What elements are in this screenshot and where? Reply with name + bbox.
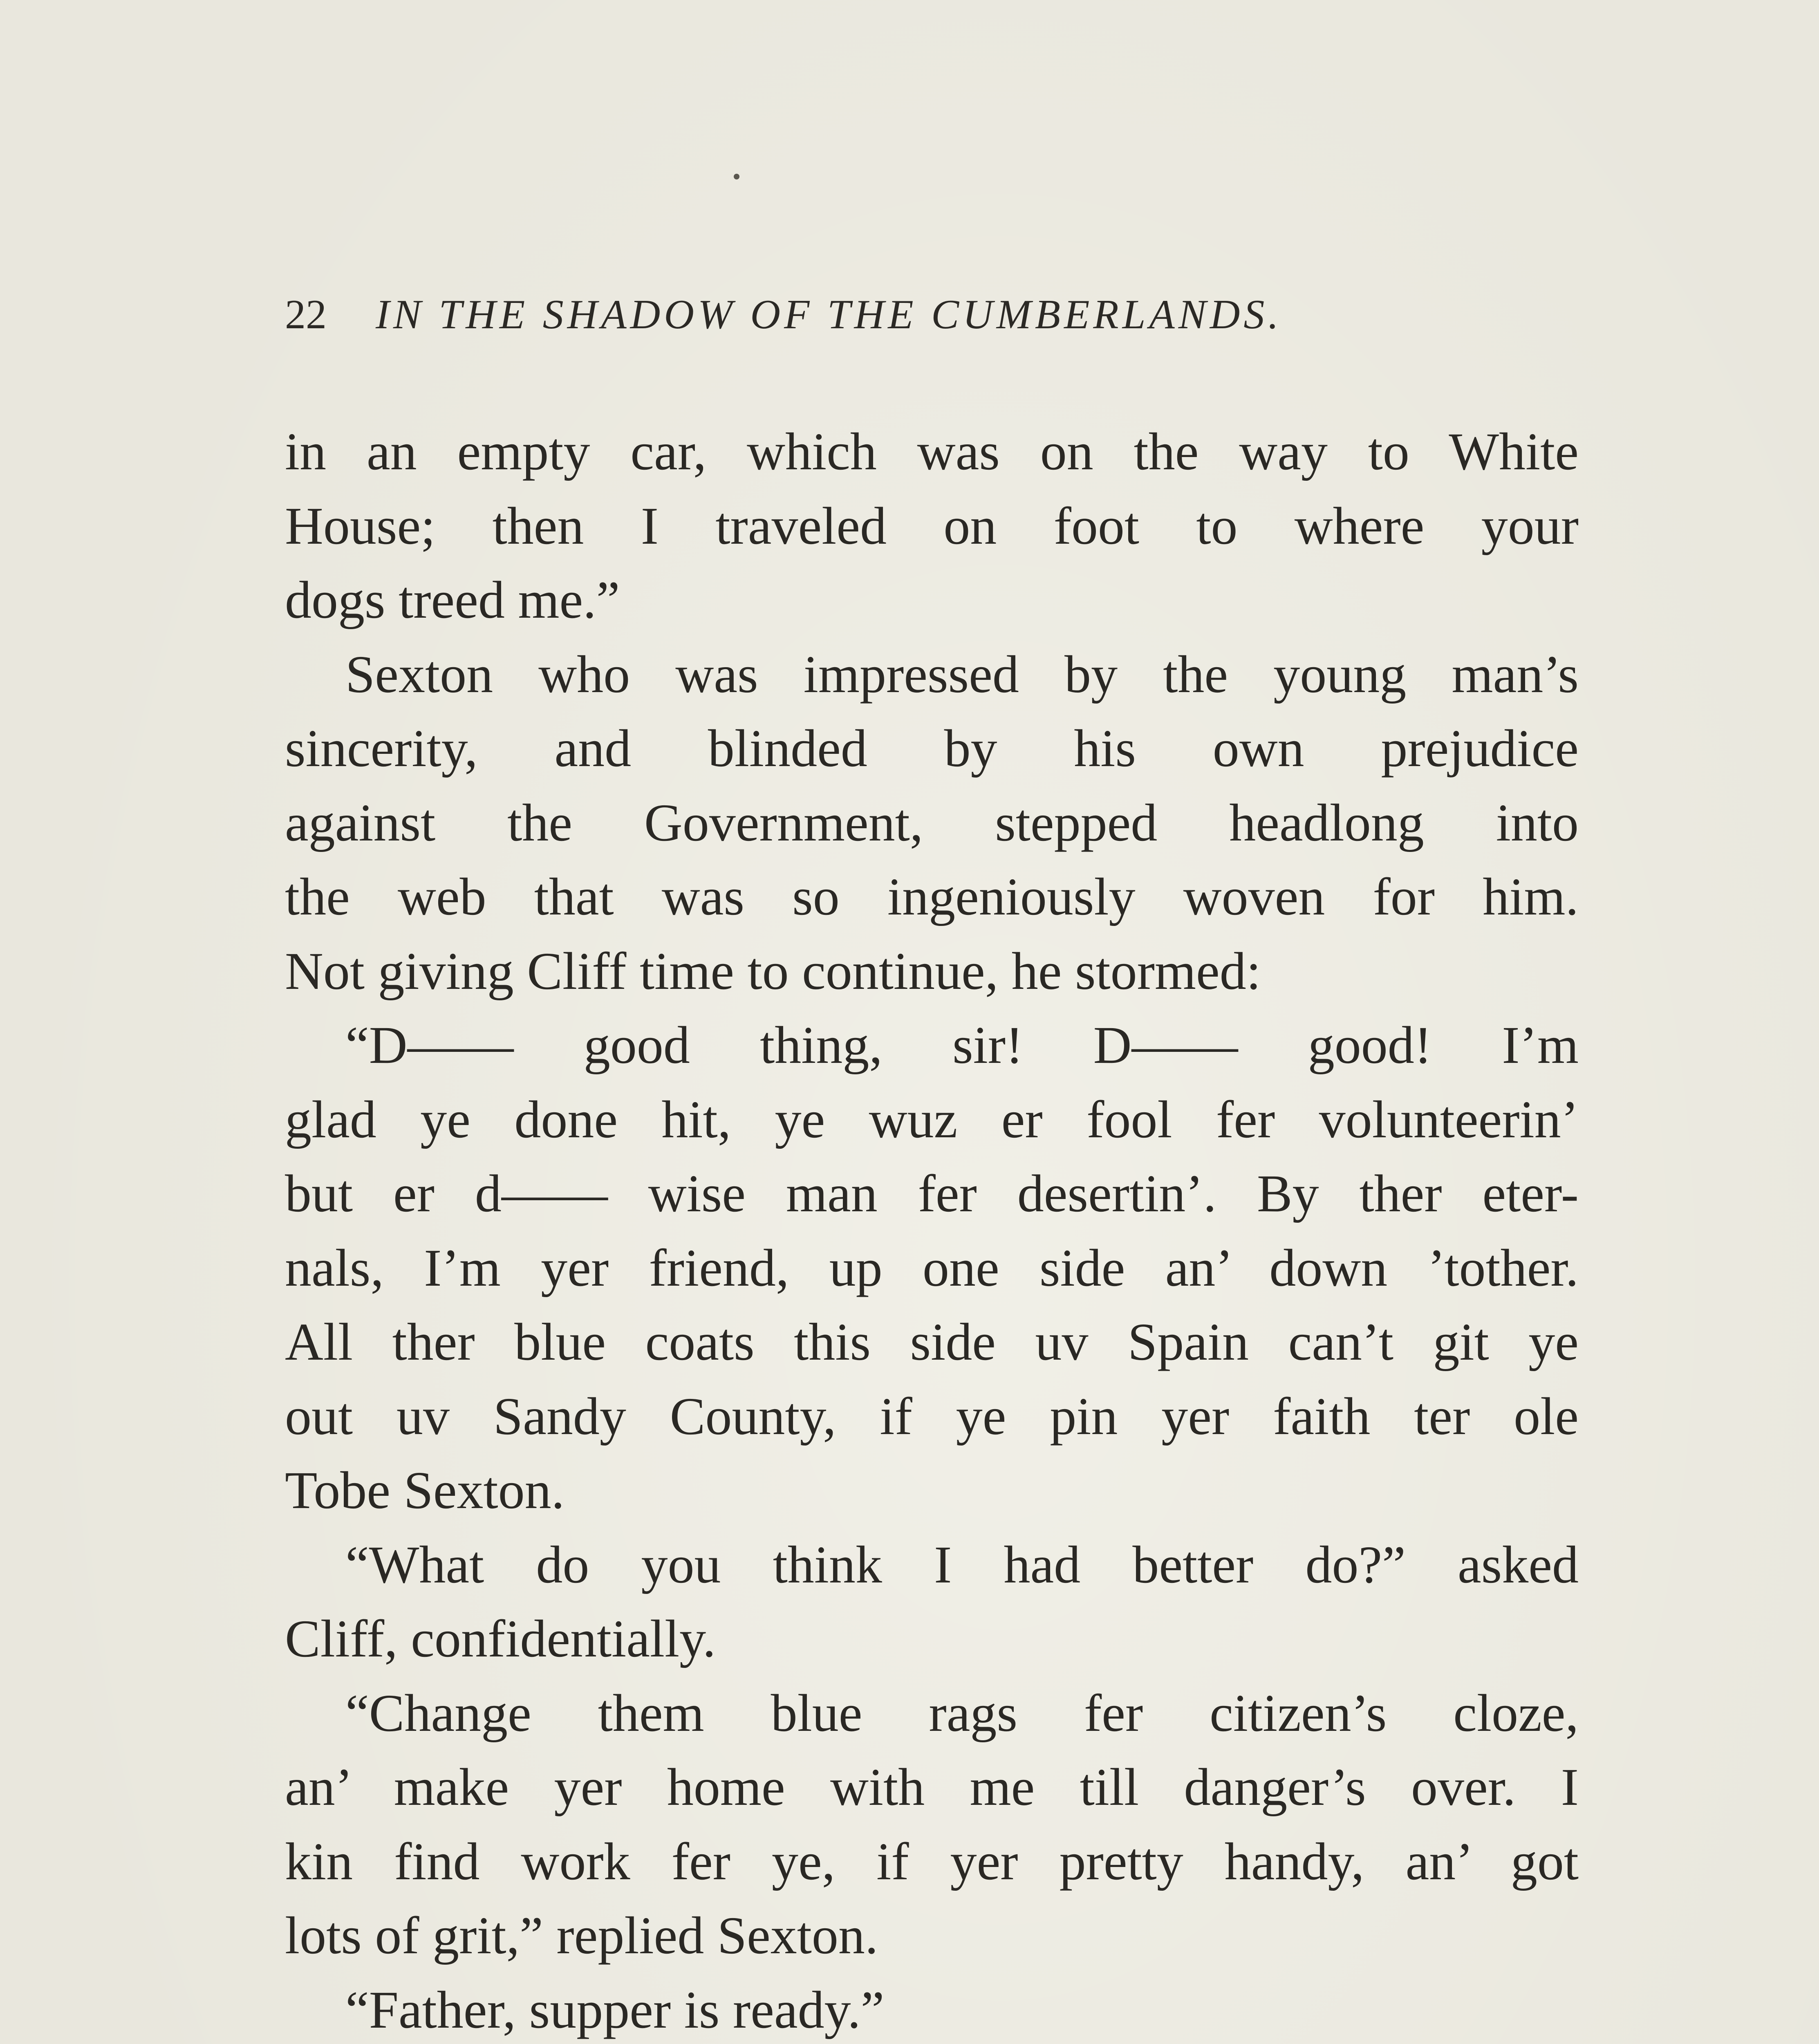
text-line: “Change them blue rags fer citizen’s cloze, [345, 1683, 1579, 1743]
running-title: IN THE SHADOW OF THE CUMBERLANDS. [376, 291, 1282, 338]
text-line: the web that was so ingeniously woven for him. [285, 867, 1579, 926]
running-header [285, 286, 1470, 343]
body-text [285, 415, 1579, 2044]
text-line: Not giving Cliff time to continue, he stormed: [285, 941, 1261, 1001]
text-line: but er d—— wise man fer desertin’. By ther eter- [285, 1164, 1579, 1223]
text-line: “What do you think I had better do?” asked [345, 1535, 1579, 1594]
text-line: “D—— good thing, sir! D—— good! I’m [345, 1016, 1579, 1075]
text-line: against the Government, stepped headlong into [285, 793, 1579, 852]
text-line: sincerity, and blinded by his own prejudice [285, 719, 1579, 778]
text-line: in an empty car, which was on the way to White [285, 422, 1579, 481]
text-line: lots of grit,” replied Sexton. [285, 1906, 878, 1965]
text-line: glad ye done hit, ye wuz er fool fer volunteerin’ [285, 1090, 1579, 1149]
text-line: “Father, supper is ready.” [345, 1980, 885, 2040]
page-number: 22 [285, 291, 327, 338]
text-line: House; then I traveled on foot to where your [285, 496, 1579, 556]
print-speck [734, 174, 739, 179]
text-line: Tobe Sexton. [285, 1461, 565, 1520]
text-line: dogs treed me.” [285, 571, 620, 630]
text-line: Sexton who was impressed by the young man’s [345, 645, 1579, 704]
text-line: out uv Sandy County, if ye pin yer faith ter ole [285, 1387, 1579, 1446]
text-line: All ther blue coats this side uv Spain can’t git ye [285, 1313, 1579, 1372]
text-line: Cliff, confidentially. [285, 1609, 716, 1668]
text-line: kin find work fer ye, if yer pretty handy, an’ got [285, 1832, 1579, 1891]
text-line: nals, I’m yer friend, up one side an’ down ’tother. [285, 1238, 1579, 1298]
text-line: an’ make yer home with me till danger’s over. I [285, 1758, 1579, 1817]
